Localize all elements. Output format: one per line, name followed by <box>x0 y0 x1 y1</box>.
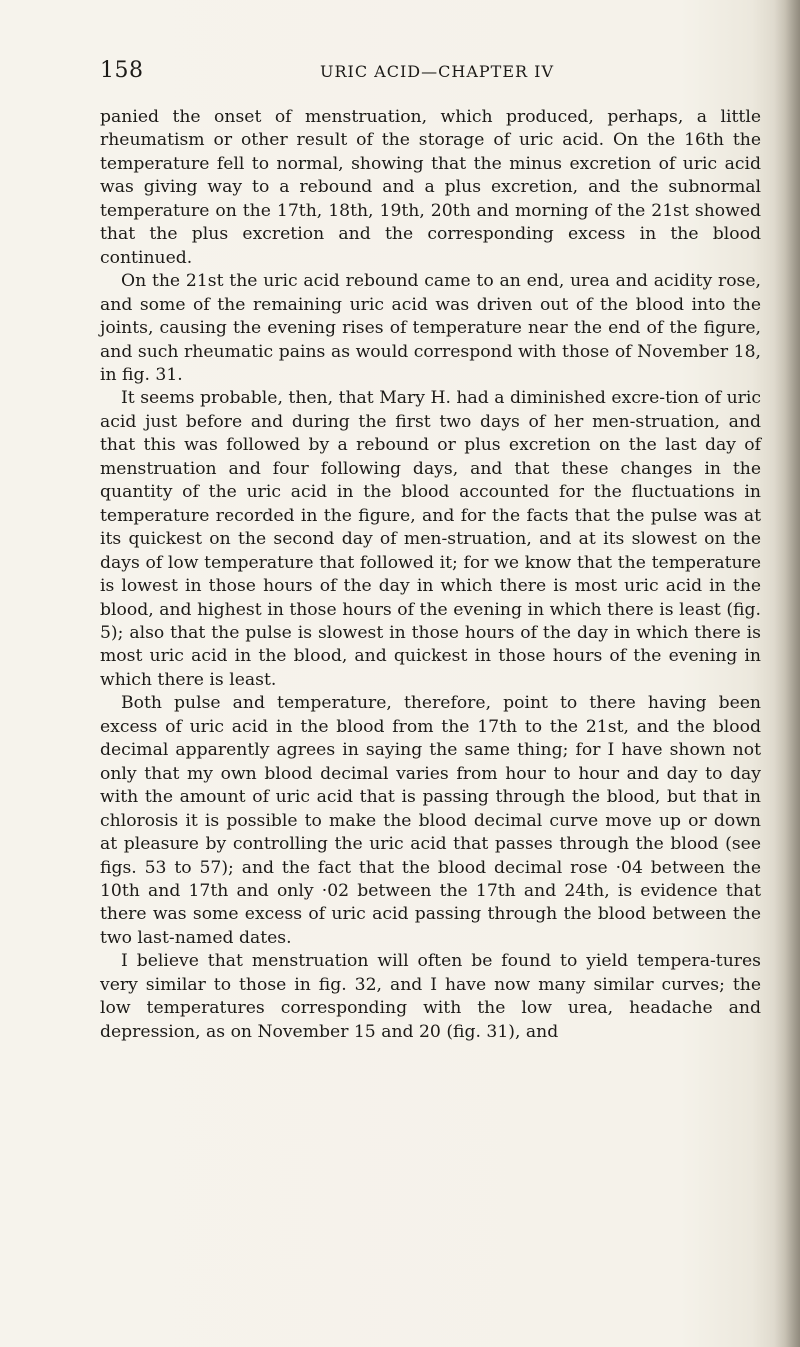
page-number: 158 <box>100 58 144 83</box>
page-binding-shadow <box>774 0 800 1347</box>
running-head: URIC ACID—CHAPTER IV <box>320 62 554 81</box>
paragraph-5: I believe that menstruation will often be found to yield tempera-tures very similar to those in fig. 32, and I have now many similar curves; the low temperatures corresponding with the low urea, headache and depression, as on November 15 and 20 (fig. 31), and <box>100 951 761 1042</box>
paragraph-3: It seems probable, then, that Mary H. had a diminished excre-tion of uric acid just before and during the first two days of her men-struation, and that this was followed by a rebound or plus excretion on the last day of menstruation and four following days, and that these changes in the quantity of the uric acid in the blood accounted for the fluctuations in temperature recorded in the figure, and for the facts that the pulse was at its quickest on the second day of men-struation, and at its slowest on the days of low temperature that followed it; for we know that the temperature is lowest in those hours of the day in which there is most uric acid in the blood, and highest in those hours of the evening in which there is least (fig. 5); also that the pulse is slowest in those hours of the day in which there is most uric acid in the blood, and quickest in those hours of the evening in which there is least. <box>100 388 761 690</box>
page-header <box>100 58 760 88</box>
paragraph-2: On the 21st the uric acid rebound came to an end, urea and acidity rose, and some of the remaining uric acid was driven out of the blood into the joints, causing the evening rises of temperature near the end of the figure, and such rheumatic pains as would correspond with those of November 18, in fig. 31. <box>100 271 761 385</box>
paragraph-1: panied the onset of menstruation, which produced, perhaps, a little rheumatism or other result of the storage of uric acid. On the 16th the temperature fell to normal, showing that the minus excretion of uric acid was giving way to a rebound and a plus excretion, and the subnormal temperature on the 17th, 18th, 19th, 20th and morning of the 21st showed that the plus excretion and the corresponding excess in the blood continued. <box>100 107 761 268</box>
body-text <box>100 106 761 1044</box>
paragraph-4: Both pulse and temperature, therefore, point to there having been excess of uric acid in the blood from the 17th to the 21st, and the blood decimal apparently agrees in saying the same thing; for I have shown not only that my own blood decimal varies from hour to hour and day to day with the amount of uric acid that is passing through the blood, but that in chlorosis it is possible to make the blood decimal curve move up or down at pleasure by controlling the uric acid that passes through the blood (see figs. 53 to 57); and the fact that the blood decimal rose ·04 between the 10th and 17th and only ·02 between the 17th and 24th, is evidence that there was some excess of uric acid passing through the blood between the two last-named dates. <box>100 693 761 948</box>
